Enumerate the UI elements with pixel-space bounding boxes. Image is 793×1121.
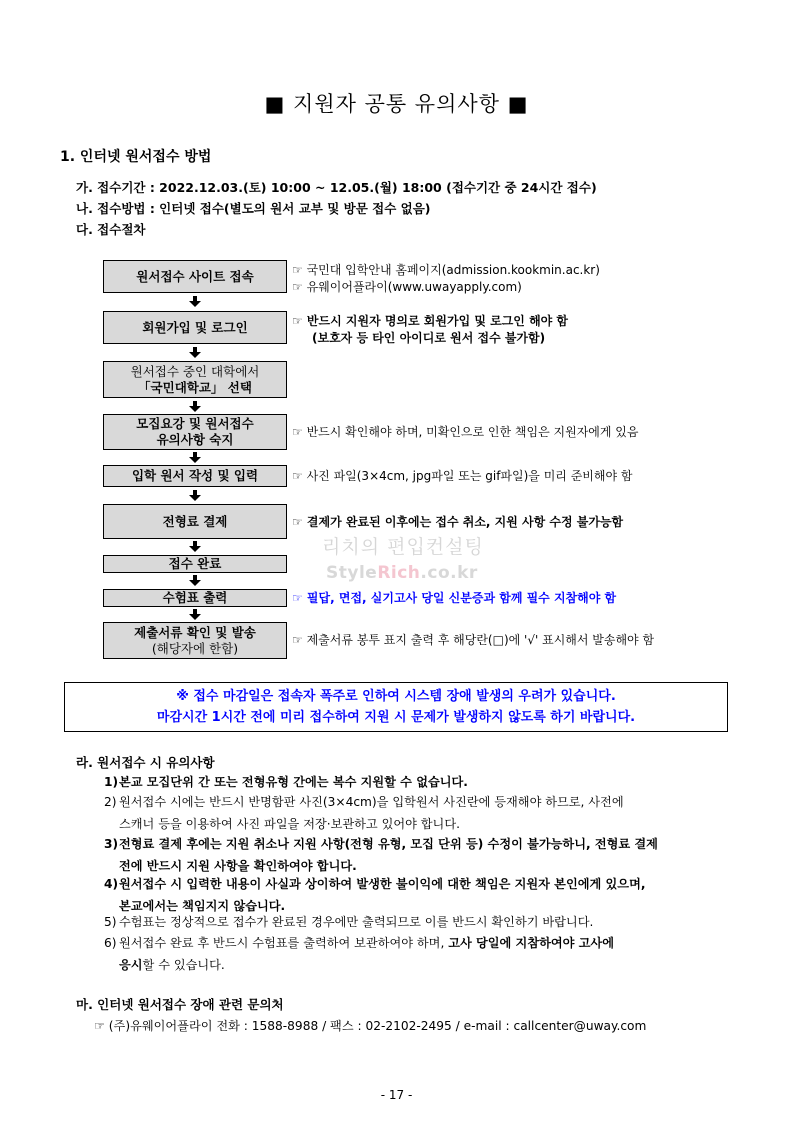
- flow-step-label: 회원가입 및 로그인: [142, 319, 248, 335]
- down-arrow-icon: [188, 296, 202, 307]
- section-heading-internet-application: 1. 인터넷 원서접수 방법: [60, 149, 212, 165]
- application-method: 나. 접수방법 : 인터넷 접수(별도의 원서 교부 및 방문 접수 없음): [76, 201, 431, 216]
- down-arrow-icon: [188, 490, 202, 501]
- flow-step-fill-application: [103, 465, 287, 487]
- contact-info: ☞ (주)유웨이어플라이 전화 : 1588-8988 / 팩스 : 02-2102-2495 / e-mail : callcenter@uway.com: [94, 1019, 647, 1033]
- note-uwayapply-site: ☞ 유웨이어플라이(www.uwayapply.com): [292, 280, 522, 294]
- down-arrow-icon: [188, 452, 202, 463]
- down-arrow-icon: [188, 347, 202, 358]
- note-read-guidelines: ☞ 반드시 확인해야 하며, 미확인으로 인한 책임은 지원자에게 있음: [292, 425, 639, 439]
- down-arrow-icon: [188, 575, 202, 586]
- watermark-text: 리치의 편입컨설팅: [322, 536, 484, 558]
- flow-step-site-access: [103, 260, 287, 293]
- page-title: ■ 지원자 공통 유의사항 ■: [264, 92, 529, 116]
- flow-step-label: 원서접수 사이트 접속: [136, 268, 254, 284]
- precaution-item: 4) 원서접수 시 입력한 내용이 사실과 상이하여 발생한 불이익에 대한 책임은 지원자 본인에게 있으며, 본교에서는 책임지지 않습니다.: [104, 877, 646, 913]
- page-number: - 17 -: [380, 1088, 413, 1102]
- flow-step-submit-documents: [103, 622, 287, 659]
- warning-line-1: ※ 접수 마감일은 접속자 폭주로 인하여 시스템 장애 발생의 우려가 있습니다.: [176, 689, 616, 704]
- precaution-item: 6) 원서접수 완료 후 반드시 수험표를 출력하여 보관하여야 하며, 고사 당일에 지참하여야 고사에 응시할 수 있습니다.: [104, 936, 614, 972]
- flow-step-label: 입학 원서 작성 및 입력: [131, 468, 259, 483]
- flow-step-print-ticket: [103, 589, 287, 607]
- application-procedure-label: 다. 접수절차: [76, 222, 146, 237]
- flow-step-label: 접수 완료: [168, 556, 222, 571]
- section-heading-precautions: 라. 원서접수 시 유의사항: [76, 755, 215, 770]
- precaution-item: 2) 원서접수 시에는 반드시 반명함판 사진(3×4cm)을 입학원서 사진란에 등재해야 하므로, 사전에 스캐너 등을 이용하여 사진 파일을 저장·보관하고 있어야 합니다.: [104, 795, 624, 831]
- down-arrow-icon: [188, 401, 202, 412]
- note-login-own-name: ☞ 반드시 지원자 명의로 회원가입 및 로그인 해야 함: [292, 314, 569, 328]
- flow-step-sublabel: 「국민대학교」 선택: [138, 379, 252, 395]
- precaution-item: 1) 본교 모집단위 간 또는 전형유형 간에는 복수 지원할 수 없습니다.: [104, 775, 468, 789]
- note-no-proxy-login: (보호자 등 타인 아이디로 원서 접수 불가함): [312, 331, 546, 345]
- flow-step-select-university: [103, 361, 287, 398]
- flow-step-label: 수험표 출력: [162, 590, 228, 605]
- down-arrow-icon: [188, 541, 202, 552]
- flow-step-fee-payment: [103, 504, 287, 539]
- section-heading-contact: 마. 인터넷 원서접수 장애 관련 문의처: [76, 997, 284, 1012]
- warning-line-2: 마감시간 1시간 전에 미리 접수하여 지원 시 문제가 발생하지 않도록 하기 바랍니다.: [156, 710, 636, 725]
- flow-step-read-guidelines: [103, 414, 287, 450]
- precaution-item: 3) 전형료 결제 후에는 지원 취소나 지원 사항(전형 유형, 모집 단위 등) 수정이 불가능하니, 전형료 결제 전에 반드시 지원 사항을 확인하여야 합니다.: [104, 837, 658, 873]
- flow-step-label: 원서접수 중인 대학에서: [130, 363, 260, 379]
- down-arrow-icon: [188, 609, 202, 620]
- note-payment-no-cancel: ☞ 결제가 완료된 이후에는 접수 취소, 지원 사항 수정 불가능함: [292, 515, 624, 529]
- flow-step-label: 전형료 결제: [162, 513, 228, 529]
- application-period: 가. 접수기간 : 2022.12.03.(토) 10:00 ~ 12.05.(월) 18:00 (접수기간 중 24시간 접수): [76, 180, 597, 195]
- flow-step-complete: [103, 555, 287, 573]
- note-photo-file: ☞ 사진 파일(3×4cm, jpg파일 또는 gif파일)을 미리 준비해야 함: [292, 469, 633, 483]
- flow-step-sublabel: 유의사항 숙지: [156, 432, 234, 447]
- note-document-envelope: ☞ 제출서류 봉투 표지 출력 후 해당란(□)에 '√' 표시해서 발송해야 함: [292, 633, 655, 647]
- flow-step-label: 모집요강 및 원서접수: [136, 416, 254, 431]
- flow-step-label: 제출서류 확인 및 발송: [134, 624, 256, 640]
- flow-step-sublabel: (해당자에 한함): [151, 640, 239, 656]
- note-bring-ticket-id: ☞ 필답, 면접, 실기고사 당일 신분증과 함께 필수 지참해야 함: [292, 591, 617, 605]
- flow-step-signup-login: [103, 311, 287, 344]
- note-admission-site: ☞ 국민대 입학안내 홈페이지(admission.kookmin.ac.kr): [292, 263, 600, 277]
- watermark-brand: StyleRich.co.kr: [326, 563, 478, 583]
- precaution-item: 5) 수험표는 정상적으로 접수가 완료된 경우에만 출력되므로 이를 반드시 확인하기 바랍니다.: [104, 915, 594, 929]
- deadline-warning-box: [64, 682, 728, 732]
